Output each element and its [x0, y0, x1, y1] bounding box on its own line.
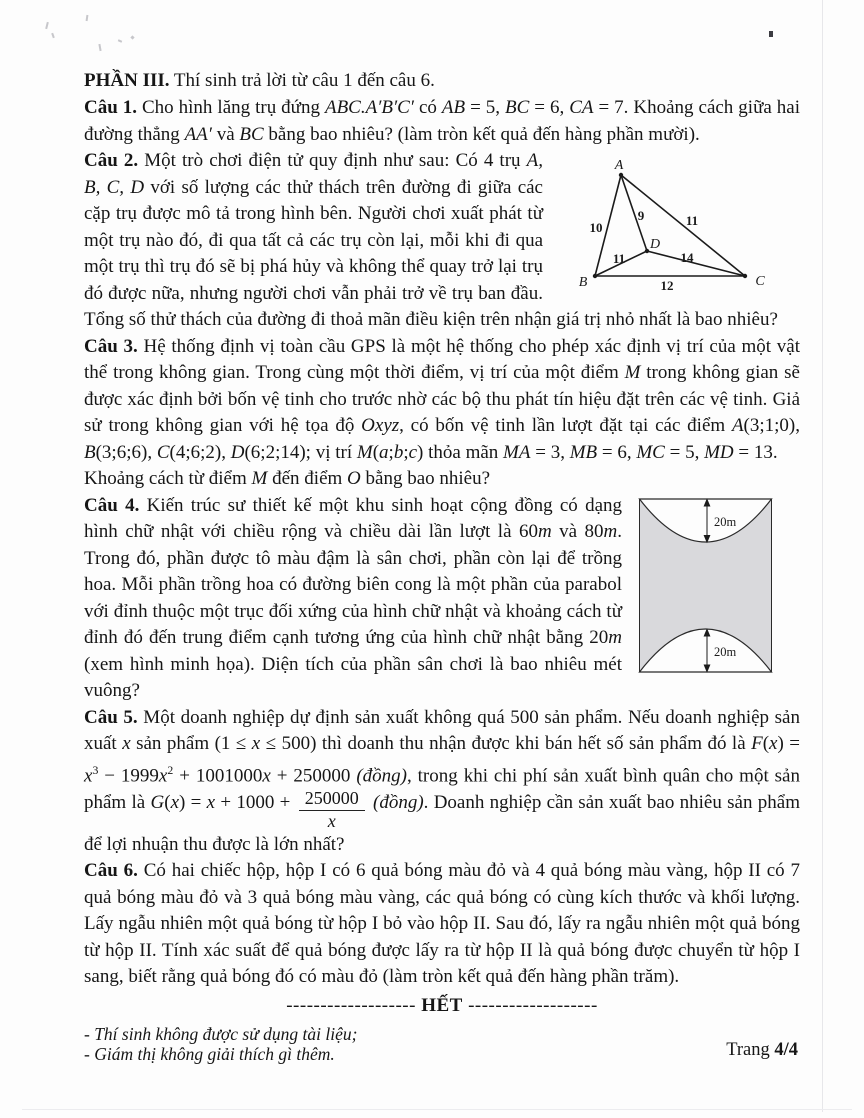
question-paragraph — [84, 466, 800, 493]
text-run: (6;2;14); vị trí — [244, 441, 357, 463]
text-run: , có bốn vệ tinh lần lượt đặt tại các điểm — [399, 415, 732, 436]
vertex-label-D: D — [649, 237, 661, 252]
text-run: ≤ 500) thì doanh thu nhận được khi bán hết số sản phẩm đó là — [260, 733, 752, 754]
text-run: AA′ — [184, 123, 212, 145]
question-paragraph — [84, 858, 800, 991]
text-run: ( — [164, 792, 171, 814]
text-run: Khoảng cách từ điểm — [84, 468, 252, 489]
text-run: Câu 6. — [84, 860, 144, 882]
note-line: - Giám thị không giải thích gì thêm. — [84, 1043, 335, 1064]
end-marker-dashes-left: ------------------- — [286, 994, 416, 1016]
text-run: Câu 5. — [84, 706, 144, 728]
text-run: BC — [505, 97, 530, 118]
park-dim-label-bottom: 20m — [714, 644, 737, 659]
text-run: (xem hình minh họa). Diện tích của phần sân chơi là bao nhiêu mét vuông? — [84, 653, 622, 701]
text-run: 2 — [167, 763, 174, 777]
edge-weight-BD: 11 — [612, 251, 626, 266]
fraction — [299, 789, 365, 832]
pencil-mark — [118, 39, 122, 42]
text-run: ) thỏa mãn — [417, 441, 504, 463]
text-run: . Doanh nghiệp cần sản xuất bao nhiêu sản phẩm để lợi nhuận thu được là lớn nhất? — [84, 792, 800, 855]
text-run: Một trò chơi điện tử quy định như sau: Có 4 trụ — [144, 150, 527, 171]
text-run: sản phẩm (1 ≤ — [130, 733, 252, 754]
edge-weight-AD: 9 — [637, 208, 645, 223]
text-run: ABC.A′B′C′ — [324, 97, 414, 118]
text-run: M — [251, 468, 268, 489]
text-run: Câu 2. — [84, 150, 145, 171]
text-run: bằng bao nhiêu? (làm tròn kết quả đến hàng phần mười). — [263, 123, 700, 145]
question-2 — [84, 148, 800, 334]
text-run: ) = — [179, 792, 207, 814]
edge-weight-DC: 14 — [680, 250, 694, 265]
text-run: B — [84, 441, 96, 463]
park-dim-label-top: 20m — [714, 514, 737, 529]
text-run: + 1001000 — [173, 764, 263, 786]
text-run: và 80 — [551, 521, 604, 542]
question-5 — [84, 705, 800, 859]
text-run: x — [84, 764, 93, 786]
section-heading-number: PHẦN III. — [84, 70, 170, 91]
exam-notes — [84, 1024, 800, 1064]
text-run: + 250000 — [270, 764, 357, 786]
question-3 — [84, 334, 800, 493]
text-run: MB — [569, 441, 598, 463]
text-run: c — [408, 441, 418, 463]
text-run: Câu 1. — [84, 97, 142, 118]
page-number-value: 4/4 — [774, 1040, 798, 1060]
text-run: ) = — [777, 733, 800, 754]
pencil-mark — [45, 22, 49, 29]
text-run: . Trong đó, phần được tô màu đậm là sân chơi, phần còn lại để trồng hoa. Mỗi phần trồng hoa có đường biên cong là một phần của parabol với đỉnh thuộc một trục đối xứng của hình chữ nhật và khoảng cách từ đỉnh đó đến trung điểm cạnh tương ứng của hình chữ nhật bằng 20 — [84, 521, 623, 648]
edge-weight-BC: 12 — [660, 278, 674, 293]
vertex-label-B: B — [578, 275, 588, 290]
graph-diagram — [555, 155, 800, 297]
text-run: ; — [388, 441, 394, 463]
text-run: = 13. — [733, 441, 778, 463]
text-run: M — [624, 362, 641, 383]
question-1 — [84, 95, 800, 148]
text-run: (đồng) — [373, 792, 424, 814]
text-run: có — [413, 97, 442, 118]
text-run: O — [347, 468, 361, 489]
figure-graph-question2 — [555, 155, 800, 302]
text-run: b — [393, 441, 404, 463]
park-diagram — [638, 497, 778, 677]
text-run: + 1000 + — [215, 792, 296, 814]
text-run: (4;6;2), — [169, 441, 231, 463]
page-number — [726, 1040, 798, 1061]
text-run: D — [230, 441, 245, 463]
text-run: MA — [503, 441, 531, 463]
text-run: = 3, — [530, 441, 570, 463]
ink-mark — [769, 31, 773, 37]
text-run: x — [251, 733, 261, 754]
text-run: Câu 4. — [84, 494, 147, 516]
text-run: m — [608, 627, 622, 648]
text-run: Câu 3. — [84, 335, 144, 357]
text-run: G — [150, 792, 165, 814]
text-run: , trong khi chi phí sản xuất bình quân cho một sản phẩm là — [84, 764, 800, 814]
pencil-mark — [86, 15, 89, 21]
text-run: A, B, C, D — [84, 150, 543, 198]
vertex-B — [593, 274, 597, 278]
text-run: MD — [704, 441, 734, 463]
text-run: M — [356, 441, 373, 463]
text-run: ( — [372, 441, 380, 463]
section-heading — [84, 68, 800, 94]
question-6 — [84, 858, 800, 991]
text-run: F — [751, 733, 763, 754]
text-run: (3;6;6), — [95, 441, 157, 463]
edge-weight-AC: 11 — [685, 213, 699, 228]
question-paragraph — [84, 705, 800, 859]
vertex-label-A: A — [614, 158, 624, 173]
text-run: MC — [636, 441, 665, 463]
section-heading-text: Thí sinh trả lời từ câu 1 đến câu 6. — [169, 70, 435, 91]
text-run: = 5, — [465, 97, 505, 118]
text-run: x — [262, 764, 271, 786]
vertex-D — [645, 249, 649, 253]
note-line: - Thí sinh không được sử dụng tài liệu; — [84, 1023, 358, 1044]
text-run: = 6, — [529, 97, 570, 118]
text-run: 3 — [92, 763, 99, 777]
text-run: a — [379, 441, 389, 463]
text-run: (đồng) — [356, 764, 407, 786]
text-run: bằng bao nhiêu? — [360, 468, 491, 489]
text-run: x — [769, 733, 778, 754]
text-run: m — [603, 521, 618, 542]
text-run: Oxyz — [361, 415, 400, 436]
text-run: x — [170, 792, 180, 814]
text-run: Một doanh nghiệp dự định sản xuất không quá 500 sản phẩm. Nếu doanh nghiệp sản xuất — [84, 706, 800, 754]
fraction-numerator: 250000 — [299, 789, 365, 811]
text-run: ( — [762, 733, 770, 754]
edge-weight-AB: 10 — [589, 220, 603, 235]
text-run: CA — [569, 97, 594, 118]
text-run: trong không gian sẽ được xác định bởi bốn vệ tinh cho trước nhờ các bộ thu phát tín hiệu đặt trên các vệ tinh. Giả sử trong không gian với hệ tọa độ — [84, 362, 800, 436]
text-run: BC — [239, 123, 264, 145]
text-run: Cho hình lăng trụ đứng — [142, 97, 325, 118]
text-run: = 5, — [664, 441, 705, 463]
text-run: (3;1;0), — [743, 415, 801, 436]
text-run: và — [211, 123, 240, 145]
pencil-mark — [98, 44, 101, 51]
questions-list — [84, 95, 800, 991]
text-run: x — [158, 764, 168, 786]
text-run: ; — [403, 441, 409, 463]
scan-edge-vertical — [822, 0, 823, 1112]
text-run: Có hai chiếc hộp, hộp I có 6 quả bóng màu đỏ và 4 quả bóng màu vàng, hộp II có 7 quả bóng màu đỏ và 3 quả bóng màu vàng, các quả bóng có cùng kích thước và khối lượng. Lấy ngẫu nhiên một quả bóng từ hộp I bỏ vào hộp II. Sau đó, lấy ra ngẫu nhiên một quả bóng từ hộp II. Tính xác suất để quả bóng được lấy ra từ hộp II là quả bóng được chuyển từ hộp I sang, biết rằng quả bóng đó có màu đỏ (làm tròn kết quả đến hàng phần trăm). — [84, 860, 801, 988]
text-run: Khoảng cách giữa hai đường thẳng — [84, 97, 800, 145]
vertex-A — [619, 173, 623, 177]
text-run: Hệ thống định vị toàn cầu GPS là một hệ thống cho phép xác định vị trí của một vật thể trong không gian. Trong cùng một thời điểm, vị trí của một điểm — [84, 335, 800, 383]
scan-edge-horizontal — [22, 1109, 852, 1110]
text-run: C — [156, 441, 170, 463]
end-marker-word: HẾT — [421, 994, 463, 1016]
text-run: Kiến trúc sư thiết kế một khu sinh hoạt cộng đồng có dạng hình chữ nhật với chiều rộng và chiều dài lần lượt là 60 — [84, 494, 622, 542]
text-run: m — [537, 521, 552, 542]
text-run: với số lượng các thử thách trên đường đi giữa các cặp trụ được mô tả trong hình bên. Người chơi xuất phát từ một trụ nào đó, đi qua tất cả các trụ còn lại, mỗi khi đi qua một trụ thì trụ đó sẽ bị phá hủy và không thể quay trở lại trụ đó được nữa, nhưng người chơi vẫn phải trở về trụ ban đầu. Tổng số thử thách của đường đi thoả mãn điều kiện trên nhận giá trị nhỏ nhất là bao nhiêu? — [84, 176, 778, 330]
vertex-label-C: C — [755, 274, 765, 289]
text-run: − 1999 — [98, 764, 159, 786]
fraction-denominator: x — [327, 811, 336, 832]
text-run: AB — [441, 97, 466, 118]
question-4 — [84, 493, 800, 705]
page-number-label: Trang — [726, 1040, 775, 1060]
text-run: x — [122, 733, 131, 754]
text-run: = 7. — [593, 97, 634, 118]
question-paragraph — [84, 334, 800, 467]
end-marker — [84, 993, 800, 1019]
pencil-mark — [51, 33, 55, 38]
text-run: đến điểm — [267, 468, 348, 489]
pencil-mark — [130, 35, 134, 39]
text-run: x — [206, 792, 216, 814]
text-run: A — [731, 415, 744, 436]
question-paragraph — [84, 95, 800, 148]
vertex-C — [743, 274, 747, 278]
end-marker-dashes-right: ------------------- — [468, 994, 598, 1016]
text-run: = 6, — [597, 441, 637, 463]
figure-park-question4 — [638, 497, 778, 682]
